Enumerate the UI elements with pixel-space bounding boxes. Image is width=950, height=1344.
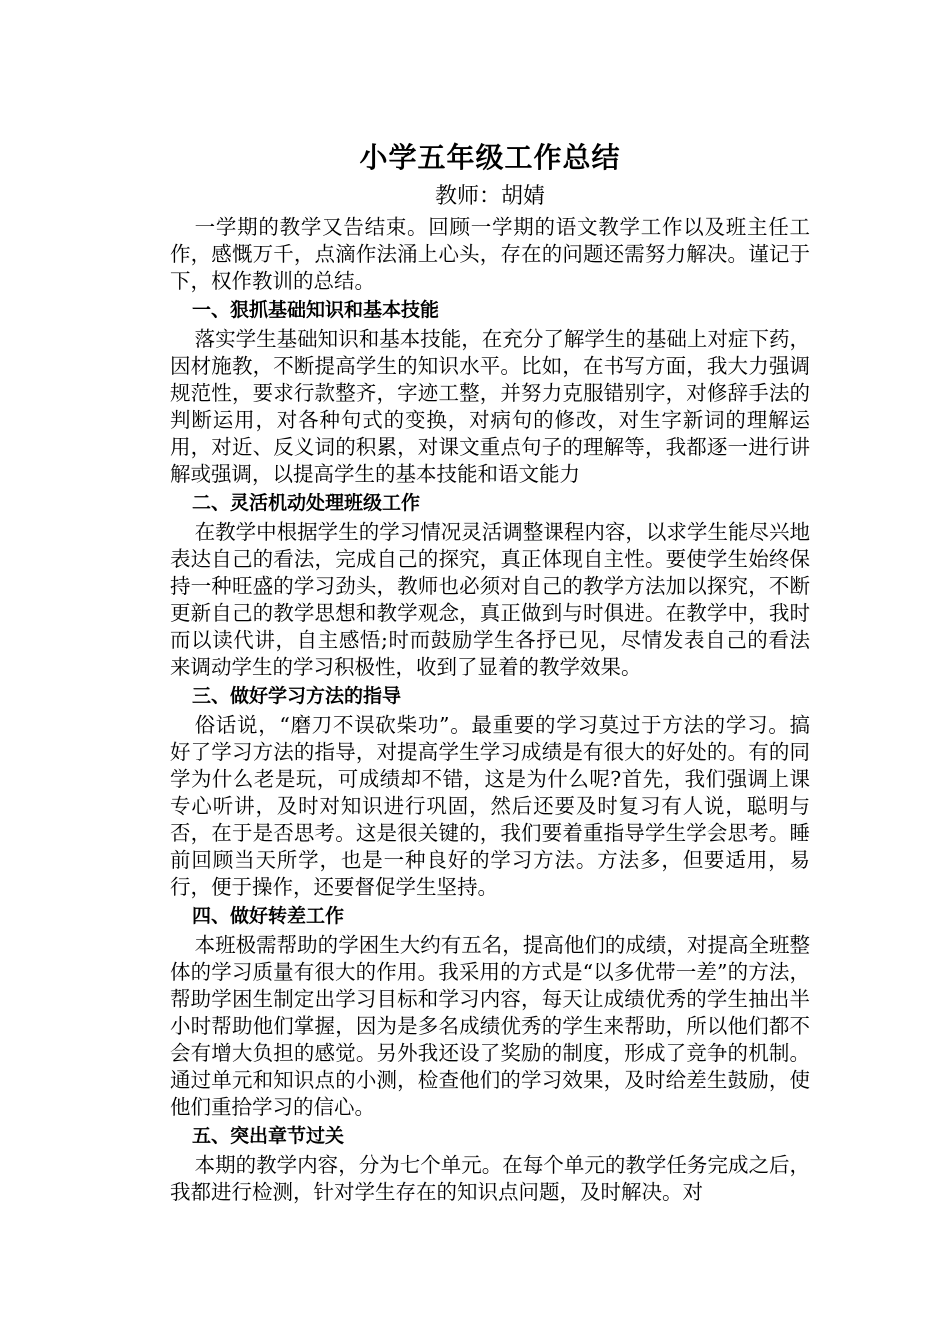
section-heading-2: 二、灵活机动处理班级工作 bbox=[192, 492, 421, 514]
document-author: 教师：胡婧 bbox=[434, 184, 545, 209]
section-body-1: 落实学生基础知识和基本技能，在充分了解学生的基础上对症下药，因材施教，不断提高学生的知识水平。比如，在书写方面，我大力强调规范性，要求行款整齐，字迹工整，并努力克服错别字，对修辞手法的判断运用，对各种句式的变换，对病句的修改，对生字新词的理解运用，对近、反义词的积累，对课文重点句子的理解等，我都逐一进行讲解或强调，以提高学生的基本技能和语文能力 bbox=[170, 327, 810, 486]
section-body-2: 在教学中根据学生的学习情况灵活调整课程内容，以求学生能尽兴地表达自己的看法，完成自己的探究，真正体现自主性。要使学生始终保持一种旺盛的学习劲头，教师也必须对自己的教学方法加以探究，不断更新自己的教学思想和教学观念，真正做到与时俱进。在教学中，我时而以读代讲，自主感悟;时而鼓励学生各抒已见，尽情发表自己的看法来调动学生的学习积极性，收到了显着的教学效果。 bbox=[170, 520, 810, 679]
section-heading-3: 三、做好学习方法的指导 bbox=[192, 685, 402, 707]
intro-paragraph: 一学期的教学又告结束。回顾一学期的语文教学工作以及班主任工作，感慨万千，点滴作法涌上心头，存在的问题还需努力解决。谨记于下，权作教训的总结。 bbox=[170, 215, 810, 293]
document-page bbox=[170, 138, 810, 1206]
section-body-4: 本班极需帮助的学困生大约有五名，提高他们的成绩，对提高全班整体的学习质量有很大的作用。我采用的方式是“以多优带一差”的方法，帮助学困生制定出学习目标和学习内容，每天让成绩优秀的学生抽出半小时帮助他们掌握，因为是多名成绩优秀的学生来帮助，所以他们都不会有增大负担的感觉。另外我还设了奖励的制度，形成了竞争的机制。通过单元和知识点的小测，检查他们的学习效果，及时给差生鼓励，使他们重拾学习的信心。 bbox=[170, 933, 810, 1119]
section-heading-1: 一、狠抓基础知识和基本技能 bbox=[192, 299, 440, 321]
document-title: 小学五年级工作总结 bbox=[359, 141, 621, 174]
section-heading-4: 四、做好转差工作 bbox=[192, 905, 345, 927]
section-heading-5: 五、突出章节过关 bbox=[192, 1125, 345, 1147]
section-body-5: 本期的教学内容，分为七个单元。在每个单元的教学任务完成之后，我都进行检测，针对学生存在的知识点问题，及时解决。对 bbox=[170, 1153, 810, 1204]
section-body-3: 俗话说，“磨刀不误砍柴功”。最重要的学习莫过于方法的学习。搞好了学习方法的指导，对提高学生学习成绩是有很大的好处的。有的同学为什么老是玩，可成绩却不错，这是为什么呢?首先，我们强调上课专心听讲，及时对知识进行巩固，然后还要及时复习有人说，聪明与否，在于是否思考。这是很关键的，我们要着重指导学生学会思考。睡前回顾当天所学，也是一种良好的学习方法。方法多，但要适用，易行，便于操作，还要督促学生坚持。 bbox=[170, 713, 810, 899]
